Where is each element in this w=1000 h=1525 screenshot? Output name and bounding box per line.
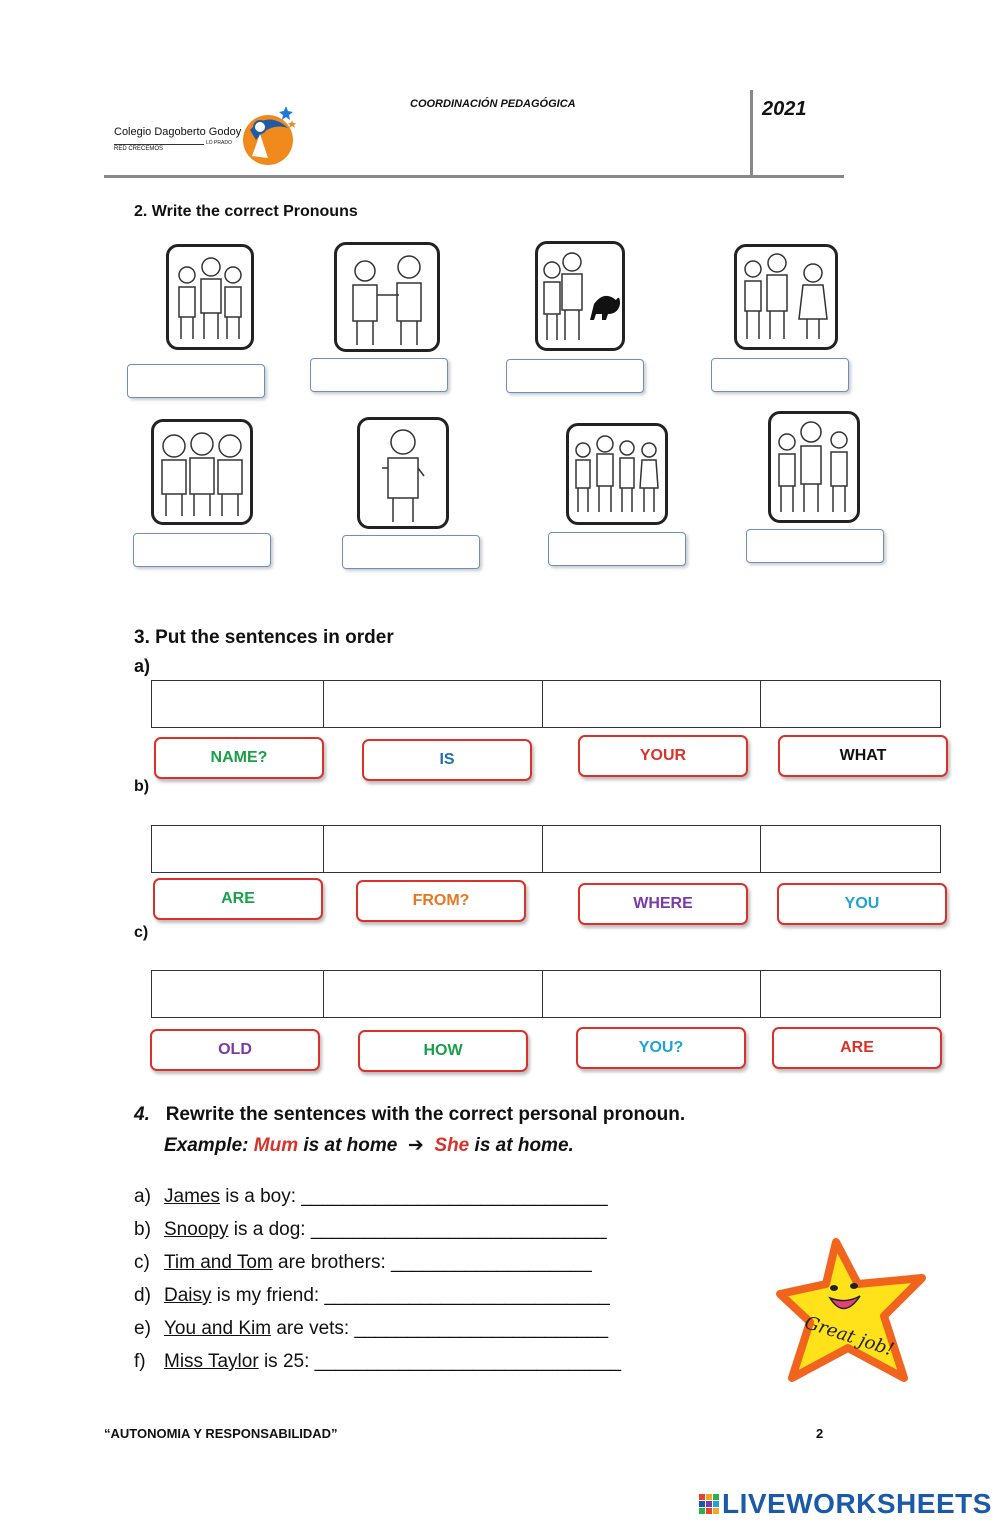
sentence-item xyxy=(134,1252,592,1274)
word-card[interactable]: NAME? xyxy=(154,737,324,779)
pronoun-answer-3[interactable] xyxy=(506,359,644,393)
sentence-subject: Miss Taylor xyxy=(164,1351,259,1372)
sentence-subject: Snoopy xyxy=(164,1219,229,1240)
section2-title: 2. Write the correct Pronouns xyxy=(134,203,358,220)
coordination-label: COORDINACIÓN PEDAGÓGICA xyxy=(410,98,576,110)
header-divider-vertical xyxy=(750,90,753,176)
sticker-text: Great job! xyxy=(801,1312,897,1361)
school-place: LO PRADO xyxy=(206,140,232,146)
school-network: RED CRECEMOS xyxy=(114,144,204,152)
word-card[interactable]: YOU xyxy=(777,883,947,925)
pronoun-answer-7[interactable] xyxy=(548,532,686,566)
sentence-letter: a) xyxy=(134,1186,151,1207)
page-number: 2 xyxy=(816,1426,824,1441)
sentence-letter: f) xyxy=(134,1351,146,1372)
sentence-text: are brothers: xyxy=(278,1252,392,1273)
sentence-text: are vets: xyxy=(276,1318,355,1339)
school-name: Colegio Dagoberto Godoy xyxy=(114,126,242,138)
sentence-text: is a dog: xyxy=(233,1219,311,1240)
two-boys-icon xyxy=(334,242,440,352)
row-b-slots xyxy=(151,825,941,873)
slot[interactable] xyxy=(152,971,324,1017)
slot[interactable] xyxy=(543,826,761,872)
pronoun-answer-2[interactable] xyxy=(310,358,448,392)
sentence-letter: c) xyxy=(134,1252,150,1273)
pronoun-answer-8[interactable] xyxy=(746,529,884,563)
word-card[interactable]: OLD xyxy=(150,1029,320,1071)
footer-motto: “AUTONOMIA Y RESPONSABILIDAD” xyxy=(104,1426,338,1441)
group-of-four-icon xyxy=(566,423,668,525)
two-boys-and-cat-icon xyxy=(535,241,625,351)
section4-heading xyxy=(134,1104,686,1156)
row-a-label: a) xyxy=(134,656,151,676)
word-card[interactable]: FROM? xyxy=(356,880,526,922)
sentence-text: is my friend: xyxy=(216,1285,325,1306)
slot[interactable] xyxy=(324,681,543,727)
slot[interactable] xyxy=(324,826,543,872)
three-boys-icon xyxy=(166,244,254,350)
word-card[interactable]: YOU? xyxy=(576,1027,746,1069)
slot[interactable] xyxy=(152,826,324,872)
sentence-text: is 25: xyxy=(263,1351,315,1372)
sentence-item xyxy=(134,1318,608,1340)
pronoun-answer-5[interactable] xyxy=(133,533,271,567)
liveworksheets-logo-icon xyxy=(698,1493,720,1515)
sentence-letter: d) xyxy=(134,1285,151,1306)
pronoun-answer-1[interactable] xyxy=(127,364,265,398)
slot[interactable] xyxy=(761,681,940,727)
sentence-item xyxy=(134,1219,607,1241)
word-card[interactable]: ARE xyxy=(153,878,323,920)
row-c-slots xyxy=(151,970,941,1018)
one-boy-icon xyxy=(357,417,449,529)
slot[interactable] xyxy=(543,971,761,1017)
section4-number: 4. xyxy=(134,1104,150,1125)
school-logo xyxy=(112,100,297,170)
word-card[interactable]: ARE xyxy=(772,1027,942,1069)
section4-example xyxy=(164,1134,574,1157)
sentence-subject: James xyxy=(164,1186,220,1207)
sentence-blank[interactable]: _____________________________ xyxy=(314,1351,622,1372)
example-rest1: is at home xyxy=(303,1135,398,1156)
section3-title: 3. Put the sentences in order xyxy=(134,627,394,648)
section4-title: Rewrite the sentences with the correct personal pronoun. xyxy=(165,1104,686,1125)
sentence-blank[interactable]: ________________________ xyxy=(354,1318,609,1339)
sentence-subject: Daisy xyxy=(164,1285,212,1306)
brand-text: LIVEWORKSHEETS xyxy=(722,1488,992,1519)
arrow-right-icon: ➔ xyxy=(402,1135,430,1156)
word-card[interactable]: HOW xyxy=(358,1030,528,1072)
sentence-item xyxy=(134,1186,608,1208)
sentence-item xyxy=(134,1285,610,1307)
sentence-blank[interactable]: ___________________________ xyxy=(324,1285,610,1306)
pronoun-answer-4[interactable] xyxy=(711,358,849,392)
example-pronoun: She xyxy=(434,1135,470,1156)
three-kids-icon xyxy=(768,411,860,523)
sentence-blank[interactable]: ___________________ xyxy=(391,1252,592,1273)
slot[interactable] xyxy=(324,971,543,1017)
liveworksheets-brand xyxy=(698,1488,992,1520)
sentence-text: is a boy: xyxy=(225,1186,302,1207)
word-card[interactable]: YOUR xyxy=(578,735,748,777)
great-job-star-icon xyxy=(776,1238,928,1384)
boys-and-girl-icon xyxy=(734,244,838,350)
word-card[interactable]: WHAT xyxy=(778,735,948,777)
three-people-icon xyxy=(151,419,253,525)
year-label: 2021 xyxy=(762,98,807,120)
slot[interactable] xyxy=(152,681,324,727)
pronoun-answer-6[interactable] xyxy=(342,535,480,569)
row-a-slots xyxy=(151,680,941,728)
sentence-item xyxy=(134,1351,621,1373)
example-noun: Mum xyxy=(253,1135,299,1156)
example-rest2: is at home. xyxy=(474,1135,574,1156)
word-card[interactable]: WHERE xyxy=(578,883,748,925)
row-c-label: c) xyxy=(134,924,149,941)
slot[interactable] xyxy=(543,681,761,727)
sentence-letter: e) xyxy=(134,1318,151,1339)
header-divider xyxy=(104,175,844,178)
sentence-subject: You and Kim xyxy=(164,1318,272,1339)
word-card[interactable]: IS xyxy=(362,739,532,781)
row-b-label: b) xyxy=(134,778,150,795)
sentence-letter: b) xyxy=(134,1219,151,1240)
sentence-blank[interactable]: ____________________________ xyxy=(310,1219,607,1240)
example-label: Example: xyxy=(164,1135,249,1156)
sentence-subject: Tim and Tom xyxy=(164,1252,273,1273)
sentence-blank[interactable]: _____________________________ xyxy=(301,1186,608,1207)
slot[interactable] xyxy=(761,971,940,1017)
slot[interactable] xyxy=(761,826,940,872)
